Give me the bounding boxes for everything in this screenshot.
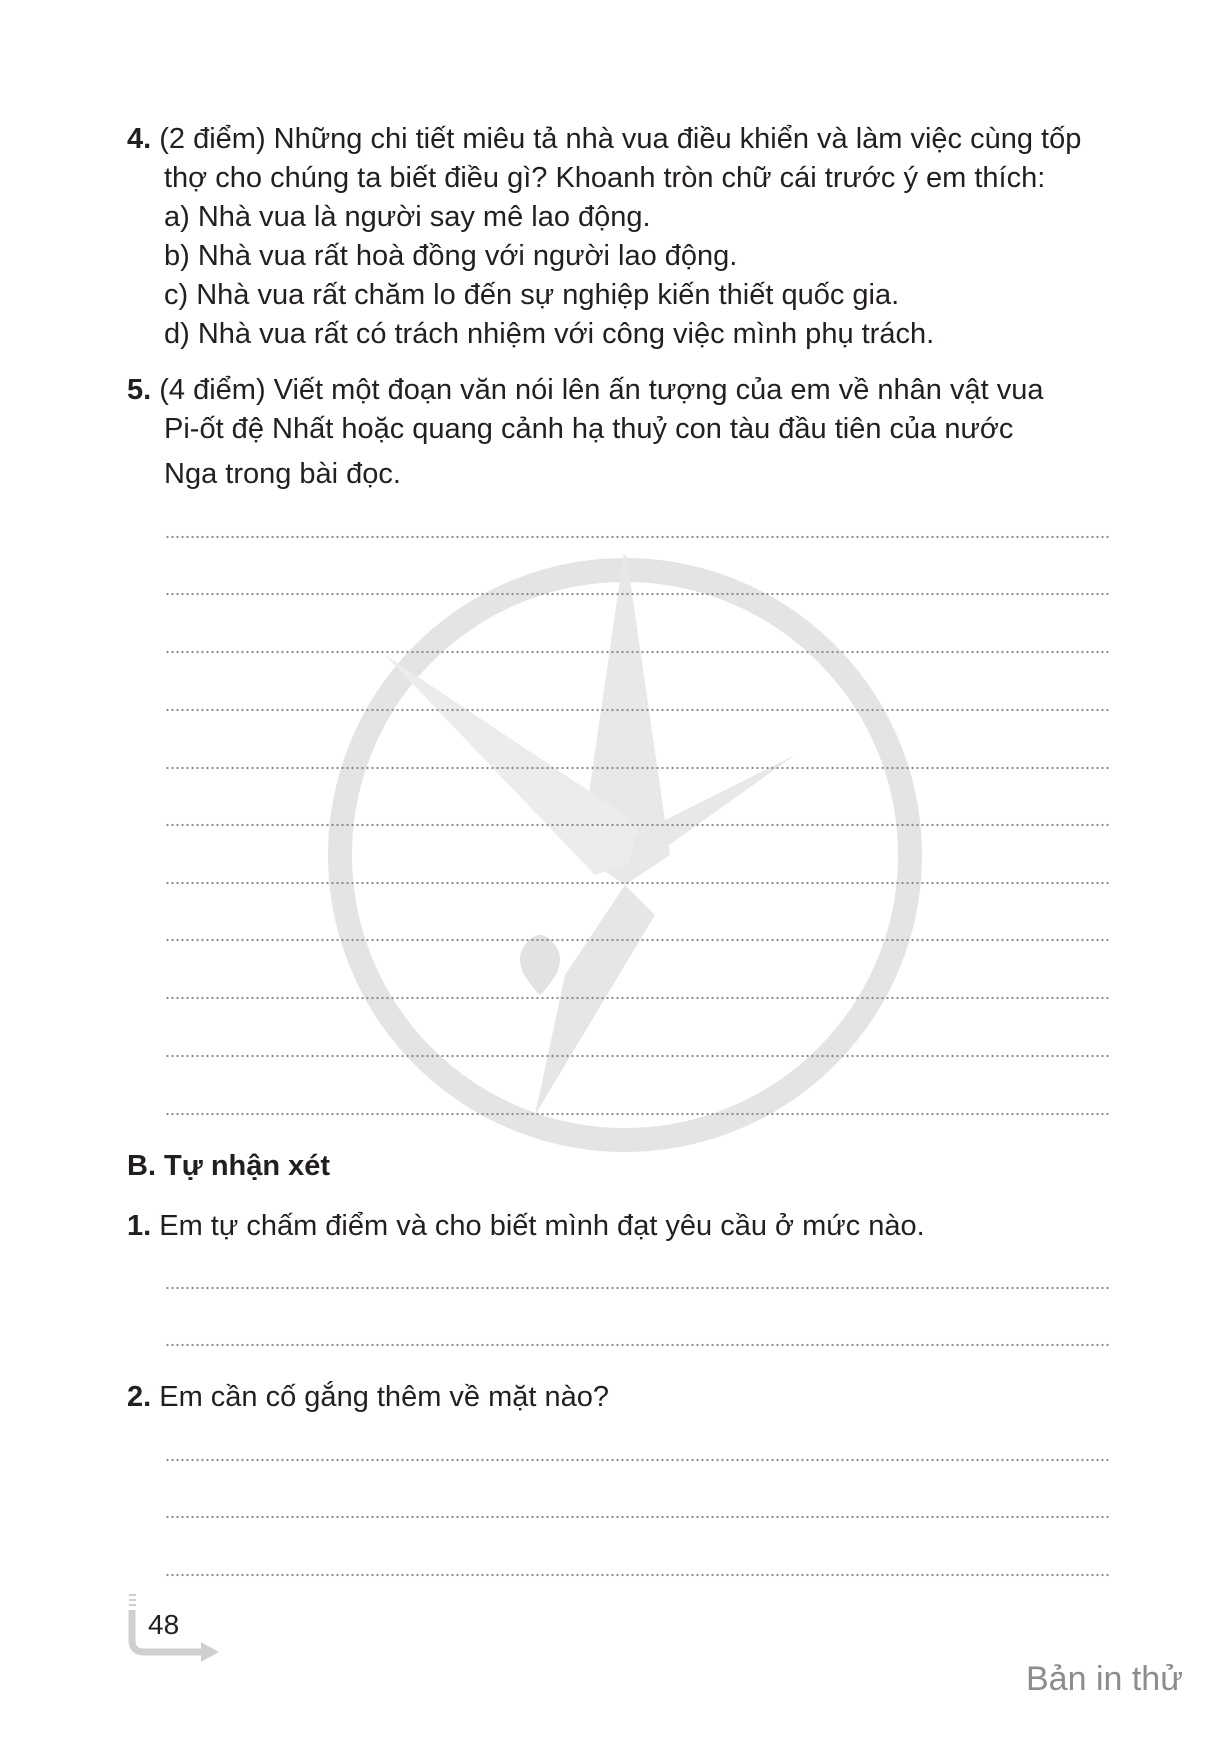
draft-print-note: Bản in thử <box>1026 1660 1183 1698</box>
publisher-watermark-logo <box>325 555 925 1155</box>
answer-line[interactable] <box>165 535 1111 539</box>
question-number: 1. <box>127 1210 152 1242</box>
answer-line[interactable] <box>165 823 1111 827</box>
option-b: b) Nhà vua rất hoà đồng với người lao động. <box>164 240 738 272</box>
answer-line[interactable] <box>165 881 1111 885</box>
answer-line[interactable] <box>165 1573 1111 1577</box>
answer-line[interactable] <box>165 1515 1111 1519</box>
question-number: 5. <box>127 374 152 406</box>
answer-line[interactable] <box>165 1286 1111 1290</box>
answer-line[interactable] <box>165 1343 1111 1347</box>
answer-line[interactable] <box>165 766 1111 770</box>
answer-line[interactable] <box>165 1054 1111 1058</box>
question-text: Em tự chấm điểm và cho biết mình đạt yêu cầu ở mức nào. <box>159 1210 925 1242</box>
option-a: a) Nhà vua là người say mê lao động. <box>164 201 651 233</box>
answer-line[interactable] <box>165 650 1111 654</box>
answer-line[interactable] <box>165 938 1111 942</box>
answer-line[interactable] <box>165 1458 1111 1462</box>
question-number: 2. <box>127 1381 152 1413</box>
question-text: Em cần cố gắng thêm về mặt nào? <box>159 1381 610 1413</box>
question-text: (4 điểm) Viết một đoạn văn nói lên ấn tượng của em về nhân vật vua <box>159 374 1044 406</box>
question-text-cont: thợ cho chúng ta biết điều gì? Khoanh tròn chữ cái trước ý em thích: <box>164 162 1046 194</box>
option-c: c) Nhà vua rất chăm lo đến sự nghiệp kiến thiết quốc gia. <box>164 279 900 311</box>
answer-line[interactable] <box>165 996 1111 1000</box>
answer-line[interactable] <box>165 708 1111 712</box>
question-number: 4. <box>127 123 152 155</box>
option-d: d) Nhà vua rất có trách nhiệm với công việc mình phụ trách. <box>164 318 935 350</box>
answer-line[interactable] <box>165 592 1111 596</box>
question-text-cont: Nga trong bài đọc. <box>164 458 401 490</box>
question-text: (2 điểm) Những chi tiết miêu tả nhà vua điều khiển và làm việc cùng tốp <box>159 123 1082 155</box>
section-b-title: B. Tự nhận xét <box>127 1150 331 1182</box>
page-number: 48 <box>148 1609 180 1640</box>
answer-line[interactable] <box>165 1112 1111 1116</box>
question-text-cont: Pi-ốt đệ Nhất hoặc quang cảnh hạ thuỷ con tàu đầu tiên của nước <box>164 413 1014 445</box>
